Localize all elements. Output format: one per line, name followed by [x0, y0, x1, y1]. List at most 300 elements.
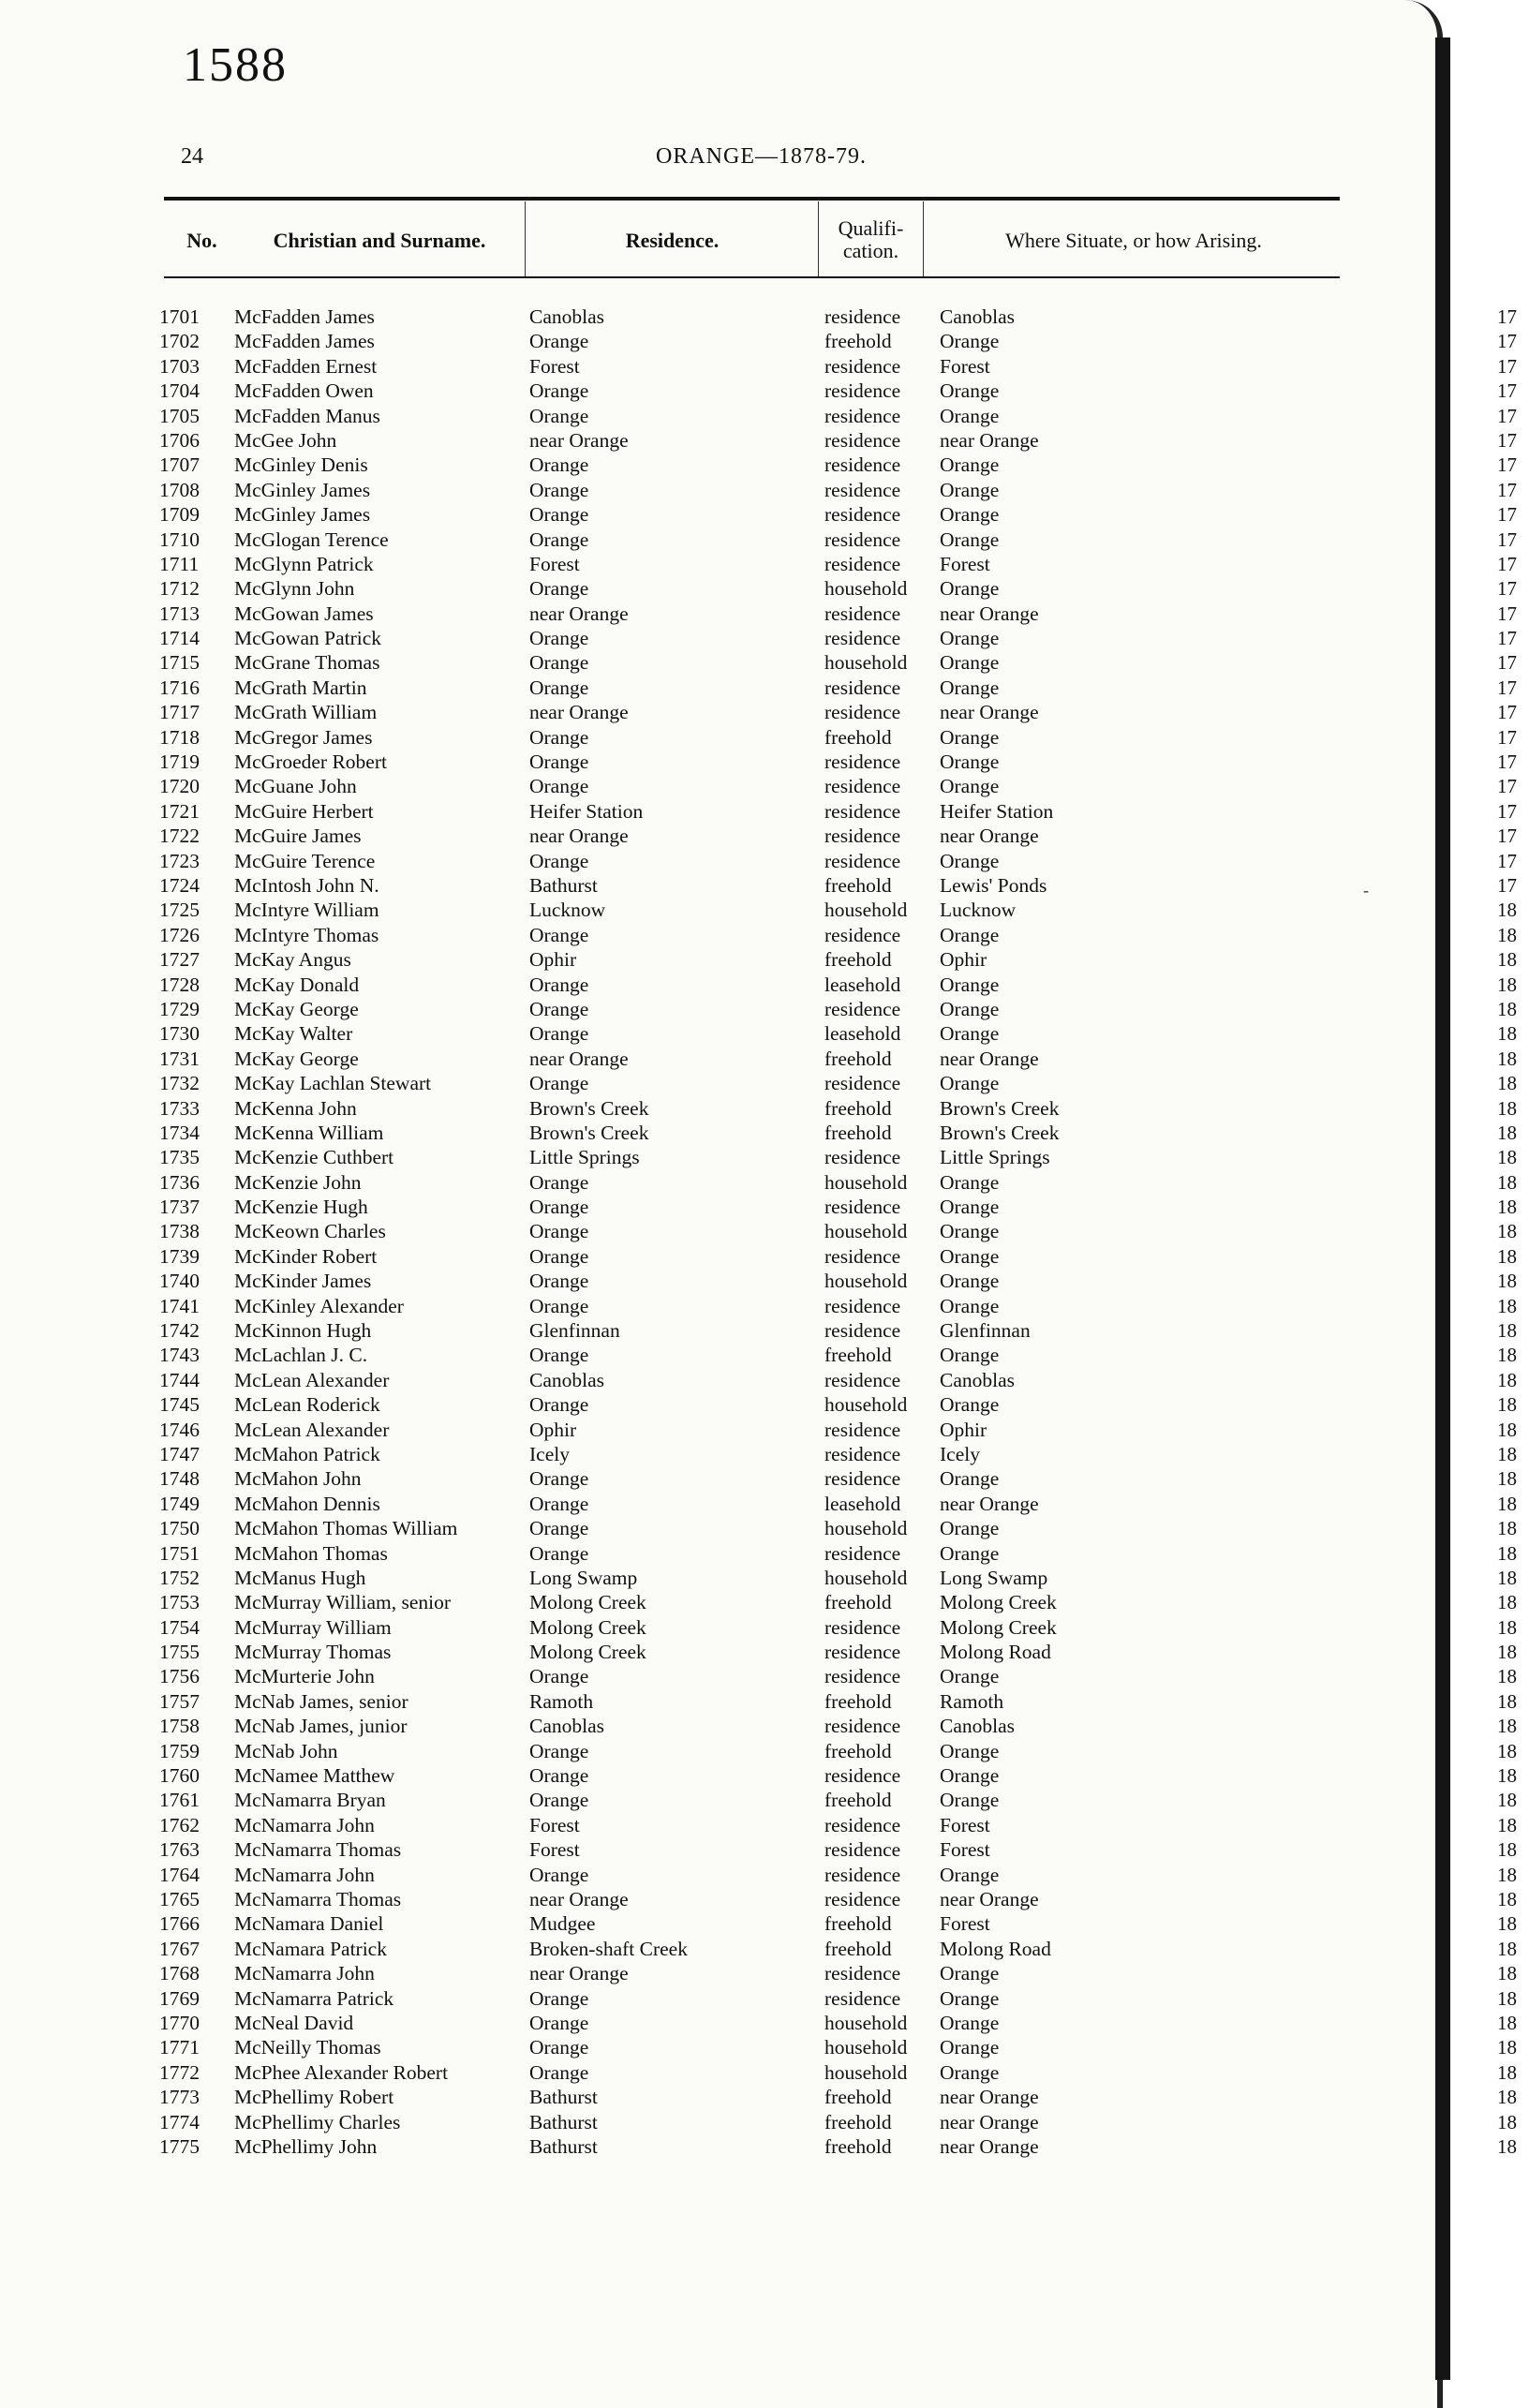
table-row [0, 1911, 1517, 1936]
entry-number: 1775 [159, 2134, 200, 2158]
adjacent-page-number: 18 [1497, 1641, 1517, 1664]
adjacent-page-number: 18 [1497, 1739, 1517, 1762]
table-row [0, 1442, 1517, 1466]
where-situate: near Orange [940, 2110, 1039, 2133]
entry-number: 1716 [159, 676, 200, 699]
residence: Orange [529, 2036, 589, 2059]
residence: Orange [529, 2060, 589, 2084]
entry-number: 1757 [159, 1689, 200, 1713]
table-row [0, 774, 1517, 798]
residence: Canoblas [529, 305, 605, 328]
adjacent-page-number: 17 [1497, 478, 1517, 501]
table-row [0, 2085, 1517, 2109]
table-row [0, 354, 1517, 379]
qualification: residence [824, 1863, 901, 1886]
entry-number: 1722 [159, 825, 200, 848]
table-row [0, 453, 1517, 477]
elector-name: McNamarra John [234, 1863, 375, 1886]
qualification: residence [824, 1442, 901, 1465]
table-row [0, 1788, 1517, 1812]
where-situate: Orange [940, 1541, 1000, 1565]
qualification: residence [824, 1146, 901, 1169]
table-row [0, 1837, 1517, 1862]
elector-name: McKenzie Hugh [234, 1196, 368, 1219]
qualification: residence [824, 1764, 901, 1788]
where-situate: near Orange [940, 2086, 1039, 2109]
column-header-no: No. [186, 229, 217, 252]
entry-number: 1759 [159, 1739, 200, 1762]
entry-number: 1708 [159, 478, 200, 501]
residence: Long Swamp [529, 1566, 638, 1589]
residence: Orange [529, 1220, 589, 1243]
elector-name: McMurray William, senior [234, 1591, 452, 1614]
qualification: residence [824, 528, 901, 551]
residence: Forest [529, 1838, 580, 1862]
adjacent-page-number: 18 [1497, 2060, 1517, 2084]
adjacent-page-number: 17 [1497, 775, 1517, 798]
where-situate: Forest [940, 1813, 990, 1836]
entry-number: 1738 [159, 1220, 200, 1243]
where-situate: Orange [940, 651, 1000, 675]
elector-name: McGowan James [234, 602, 374, 625]
table-row [0, 1368, 1517, 1392]
elector-name: McLean Alexander [234, 1368, 390, 1391]
table-row [0, 1937, 1517, 1961]
entry-number: 1741 [159, 1294, 200, 1317]
adjacent-page-number: 18 [1497, 1442, 1517, 1465]
adjacent-page-number: 18 [1497, 1418, 1517, 1441]
table-row [0, 1640, 1517, 1664]
table-row [0, 898, 1517, 922]
elector-name: McGroeder Robert [234, 751, 387, 774]
residence: Orange [529, 1541, 589, 1565]
entry-number: 1710 [159, 528, 200, 551]
where-situate: Ophir [940, 1418, 987, 1441]
elector-name: McNamara Patrick [234, 1937, 387, 1960]
adjacent-page-number: 18 [1497, 1492, 1517, 1515]
elector-name: McIntosh John N. [234, 873, 379, 897]
entry-number: 1714 [159, 627, 200, 650]
residence: Canoblas [529, 1715, 605, 1738]
entry-number: 1723 [159, 849, 200, 872]
where-situate: Orange [940, 923, 1000, 946]
adjacent-page-number: 18 [1497, 1615, 1517, 1639]
qualification: residence [824, 552, 901, 575]
adjacent-page-number: 17 [1497, 602, 1517, 625]
entry-number: 1760 [159, 1764, 200, 1788]
entry-number: 1753 [159, 1591, 200, 1614]
where-situate: Orange [940, 1517, 1000, 1540]
qualification: residence [824, 1294, 901, 1317]
elector-name: McFadden Manus [234, 404, 380, 427]
table-row [0, 923, 1517, 947]
entry-number: 1704 [159, 379, 200, 403]
table-row [0, 873, 1517, 898]
residence: Forest [529, 354, 580, 378]
entry-number: 1769 [159, 1986, 200, 2010]
where-situate: near Orange [940, 1888, 1039, 1910]
entry-number: 1720 [159, 775, 200, 798]
where-situate: near Orange [940, 428, 1039, 452]
where-situate: Orange [940, 1022, 1000, 1046]
adjacent-page-number: 18 [1497, 1689, 1517, 1713]
residence: Orange [529, 379, 589, 403]
adjacent-page-number: 18 [1497, 1096, 1517, 1120]
qualification: residence [824, 503, 901, 527]
elector-name: McPhee Alexander Robert [234, 2060, 449, 2084]
where-situate: Orange [940, 997, 1000, 1020]
qualification: residence [824, 849, 901, 872]
table-row [0, 676, 1517, 700]
entry-number: 1717 [159, 701, 200, 724]
adjacent-page-number: 18 [1497, 2011, 1517, 2034]
adjacent-page-number: 17 [1497, 873, 1517, 897]
residence: Orange [529, 1789, 589, 1812]
elector-name: McGinley James [234, 503, 371, 527]
entry-number: 1735 [159, 1146, 200, 1169]
elector-name: McFadden James [234, 305, 375, 328]
qualification: residence [824, 676, 901, 699]
adjacent-page-number: 18 [1497, 1986, 1517, 2010]
elector-name: McGrane Thomas [234, 651, 380, 675]
entry-number: 1747 [159, 1442, 200, 1465]
entry-number: 1768 [159, 1962, 200, 1985]
qualification: freehold [824, 1121, 892, 1144]
table-row [0, 1269, 1517, 1293]
elector-name: McGinley Denis [234, 453, 368, 477]
where-situate: Orange [940, 2011, 1000, 2034]
entry-number: 1763 [159, 1838, 200, 1862]
residence: Ramoth [529, 1689, 594, 1713]
qualification: freehold [824, 725, 892, 749]
qualification: residence [824, 1541, 901, 1565]
where-situate: Orange [940, 2060, 1000, 2084]
table-row [0, 1516, 1517, 1540]
elector-name: McNamarra John [234, 1813, 375, 1836]
qualification: freehold [824, 1096, 892, 1120]
table-row [0, 973, 1517, 997]
residence: Orange [529, 1393, 589, 1417]
residence: Lucknow [529, 899, 606, 922]
qualification: household [824, 1220, 908, 1243]
entry-number: 1765 [159, 1888, 200, 1910]
residence: Orange [529, 1739, 589, 1762]
adjacent-page-number: 18 [1497, 1962, 1517, 1985]
where-situate: Molong Road [940, 1937, 1051, 1960]
where-situate: Canoblas [940, 305, 1016, 328]
qualification: household [824, 1393, 908, 1417]
elector-name: McNamarra Patrick [234, 1986, 394, 2010]
adjacent-page-number: 17 [1497, 330, 1517, 353]
where-situate: Orange [940, 1170, 1000, 1194]
elector-name: McLean Alexander [234, 1418, 390, 1441]
table-row [0, 2134, 1517, 2159]
elector-name: McKenna William [234, 1121, 384, 1144]
qualification: residence [824, 799, 901, 823]
residence: Orange [529, 751, 589, 774]
entry-number: 1756 [159, 1665, 200, 1688]
adjacent-page-number: 17 [1497, 453, 1517, 477]
adjacent-page-number: 17 [1497, 503, 1517, 527]
entry-number: 1713 [159, 602, 200, 625]
qualification: household [824, 1170, 908, 1194]
residence: Orange [529, 1270, 589, 1293]
residence: near Orange [529, 428, 629, 452]
adjacent-page-number: 18 [1497, 1220, 1517, 1243]
residence: Bathurst [529, 2110, 598, 2133]
qualification: residence [824, 354, 901, 378]
where-situate: Orange [940, 404, 1000, 427]
qualification: residence [824, 453, 901, 477]
where-situate: Orange [940, 1196, 1000, 1219]
table-row [0, 404, 1517, 428]
entry-number: 1730 [159, 1022, 200, 1046]
elector-name: McFadden Owen [234, 379, 374, 403]
adjacent-page-number: 17 [1497, 701, 1517, 724]
table-row [0, 528, 1517, 552]
elector-name: McKinder Robert [234, 1244, 378, 1268]
residence: Orange [529, 1244, 589, 1268]
entry-number: 1745 [159, 1393, 200, 1417]
residence: Mudgee [529, 1912, 596, 1936]
qualification: freehold [824, 1689, 892, 1713]
table-row [0, 1244, 1517, 1269]
qualification: residence [824, 404, 901, 427]
adjacent-page-number: 18 [1497, 1170, 1517, 1194]
where-situate: Molong Creek [940, 1591, 1057, 1614]
entry-number: 1746 [159, 1418, 200, 1441]
table-row [0, 700, 1517, 724]
column-divider-where [923, 201, 924, 276]
entry-number: 1725 [159, 899, 200, 922]
entry-number: 1767 [159, 1937, 200, 1960]
qualification: household [824, 1566, 908, 1589]
elector-name: McNamarra Bryan [234, 1789, 386, 1812]
adjacent-page-number: 18 [1497, 2086, 1517, 2109]
qualification: freehold [824, 1591, 892, 1614]
entry-number: 1740 [159, 1270, 200, 1293]
qualification: residence [824, 1665, 901, 1688]
where-situate: Orange [940, 330, 1000, 353]
qualification: residence [824, 751, 901, 774]
where-situate: Orange [940, 1789, 1000, 1812]
elector-name: McGuire Herbert [234, 799, 374, 823]
residence: Orange [529, 1196, 589, 1219]
adjacent-page-number: 18 [1497, 1541, 1517, 1565]
qualification: freehold [824, 330, 892, 353]
residence: Orange [529, 725, 589, 749]
elector-name: McGuire James [234, 825, 362, 848]
residence: Icely [529, 1442, 570, 1465]
adjacent-page-number: 18 [1497, 1789, 1517, 1812]
table-row [0, 626, 1517, 650]
adjacent-page-number: 18 [1497, 997, 1517, 1020]
residence: Orange [529, 973, 589, 996]
table-row [0, 305, 1517, 329]
qualification: household [824, 2036, 908, 2059]
adjacent-page-number: 17 [1497, 676, 1517, 699]
elector-name: McKay George [234, 997, 359, 1020]
where-situate: near Orange [940, 1492, 1039, 1515]
qualification: freehold [824, 1789, 892, 1812]
qualification: residence [824, 305, 901, 328]
elector-name: McKay George [234, 1047, 359, 1070]
table-row [0, 1714, 1517, 1738]
elector-name: McGlogan Terence [234, 528, 389, 551]
table-row [0, 1418, 1517, 1442]
where-situate: Long Swamp [940, 1566, 1048, 1589]
residence: Orange [529, 775, 589, 798]
entry-number: 1711 [159, 552, 200, 575]
adjacent-page-number: 18 [1497, 1146, 1517, 1169]
entry-number: 1715 [159, 651, 200, 675]
adjacent-page-number: 18 [1497, 1813, 1517, 1836]
qualification: residence [824, 1244, 901, 1268]
adjacent-page-number: 18 [1497, 1270, 1517, 1293]
table-row [0, 502, 1517, 527]
elector-name: McMurray Thomas [234, 1641, 392, 1664]
table-row [0, 799, 1517, 824]
where-situate: Orange [940, 1072, 1000, 1095]
column-divider-qualification [818, 201, 819, 276]
column-header-where: Where Situate, or how Arising. [1005, 229, 1262, 252]
where-situate: Canoblas [940, 1715, 1016, 1738]
residence: Little Springs [529, 1146, 640, 1169]
qualification: household [824, 2011, 908, 2034]
where-situate: Orange [940, 1244, 1000, 1268]
residence: Orange [529, 1022, 589, 1046]
entry-number: 1771 [159, 2036, 200, 2059]
entry-number: 1764 [159, 1863, 200, 1886]
table-row [0, 2110, 1517, 2134]
elector-name: McKay Angus [234, 948, 351, 972]
residence: Orange [529, 1986, 589, 2010]
where-situate: near Orange [940, 1047, 1039, 1070]
where-situate: Orange [940, 627, 1000, 650]
where-situate: Orange [940, 1863, 1000, 1886]
residence: near Orange [529, 1962, 629, 1985]
entry-number: 1726 [159, 923, 200, 946]
where-situate: Orange [940, 725, 1000, 749]
residence: Orange [529, 1170, 589, 1194]
adjacent-page-number: 18 [1497, 1665, 1517, 1688]
residence: Brown's Creek [529, 1121, 649, 1144]
entry-number: 1706 [159, 428, 200, 452]
entry-number: 1719 [159, 751, 200, 774]
table-row [0, 1739, 1517, 1763]
folio-stamp: 1588 [183, 38, 288, 92]
where-situate: Icely [940, 1442, 980, 1465]
adjacent-page-number: 18 [1497, 1517, 1517, 1540]
elector-table [0, 305, 1517, 2159]
qualification: residence [824, 1715, 901, 1738]
entry-number: 1718 [159, 725, 200, 749]
elector-name: McGuane John [234, 775, 357, 798]
residence: near Orange [529, 825, 629, 848]
table-row [0, 1887, 1517, 1911]
column-header-qualification-2: cation. [842, 239, 899, 262]
residence: Orange [529, 849, 589, 872]
elector-name: McMahon Dennis [234, 1492, 380, 1515]
residence: Orange [529, 1665, 589, 1688]
table-row [0, 2011, 1517, 2035]
where-situate: Orange [940, 1739, 1000, 1762]
table-row [0, 1071, 1517, 1095]
where-situate: Orange [940, 1393, 1000, 1417]
table-row [0, 1195, 1517, 1219]
adjacent-page-number: 18 [1497, 1937, 1517, 1960]
where-situate: Orange [940, 849, 1000, 872]
entry-number: 1750 [159, 1517, 200, 1540]
qualification: residence [824, 627, 901, 650]
where-situate: near Orange [940, 825, 1039, 848]
table-row [0, 1813, 1517, 1837]
elector-name: McNamarra John [234, 1962, 375, 1985]
residence: Orange [529, 997, 589, 1020]
entry-number: 1758 [159, 1715, 200, 1738]
adjacent-page-number: 18 [1497, 1294, 1517, 1317]
qualification: freehold [824, 1344, 892, 1367]
qualification: residence [824, 428, 901, 452]
where-situate: Glenfinnan [940, 1319, 1031, 1343]
table-row [0, 552, 1517, 576]
elector-name: McKeown Charles [234, 1220, 386, 1243]
where-situate: near Orange [940, 2134, 1039, 2158]
column-header-residence: Residence. [625, 229, 720, 252]
where-situate: Brown's Creek [940, 1121, 1060, 1144]
elector-name: McGinley James [234, 478, 371, 501]
elector-name: McMurray William [234, 1615, 392, 1639]
where-situate: Forest [940, 354, 990, 378]
entry-number: 1727 [159, 948, 200, 972]
where-situate: Orange [940, 751, 1000, 774]
residence: Orange [529, 1764, 589, 1788]
elector-name: McNab James, junior [234, 1715, 408, 1738]
adjacent-page-number: 17 [1497, 404, 1517, 427]
where-situate: near Orange [940, 602, 1039, 625]
table-row [0, 1961, 1517, 1985]
qualification: household [824, 1270, 908, 1293]
where-situate: Orange [940, 503, 1000, 527]
entry-number: 1731 [159, 1047, 200, 1070]
elector-name: McNamara Daniel [234, 1912, 384, 1936]
adjacent-page-number: 18 [1497, 923, 1517, 946]
qualification: leasehold [824, 1492, 901, 1515]
residence: Forest [529, 552, 580, 575]
table-row [0, 478, 1517, 502]
where-situate: Ramoth [940, 1689, 1004, 1713]
entry-number: 1742 [159, 1319, 200, 1343]
where-situate: Orange [940, 1220, 1000, 1243]
residence: Orange [529, 1344, 589, 1367]
elector-name: McGrath William [234, 701, 378, 724]
where-situate: Orange [940, 1665, 1000, 1688]
entry-number: 1772 [159, 2060, 200, 2084]
residence: Broken-shaft Creek [529, 1937, 688, 1960]
qualification: residence [824, 775, 901, 798]
elector-name: McLachlan J. C. [234, 1344, 368, 1367]
where-situate: Orange [940, 1764, 1000, 1788]
elector-name: McMahon Thomas William [234, 1517, 458, 1540]
qualification: residence [824, 1838, 901, 1862]
column-header-name: Christian and Surname. [273, 229, 486, 252]
where-situate: Orange [940, 478, 1000, 501]
residence: Orange [529, 1863, 589, 1886]
residence: Orange [529, 1072, 589, 1095]
table-row [0, 1590, 1517, 1614]
elector-name: McKinnon Hugh [234, 1319, 372, 1343]
adjacent-page-number: 17 [1497, 428, 1517, 452]
